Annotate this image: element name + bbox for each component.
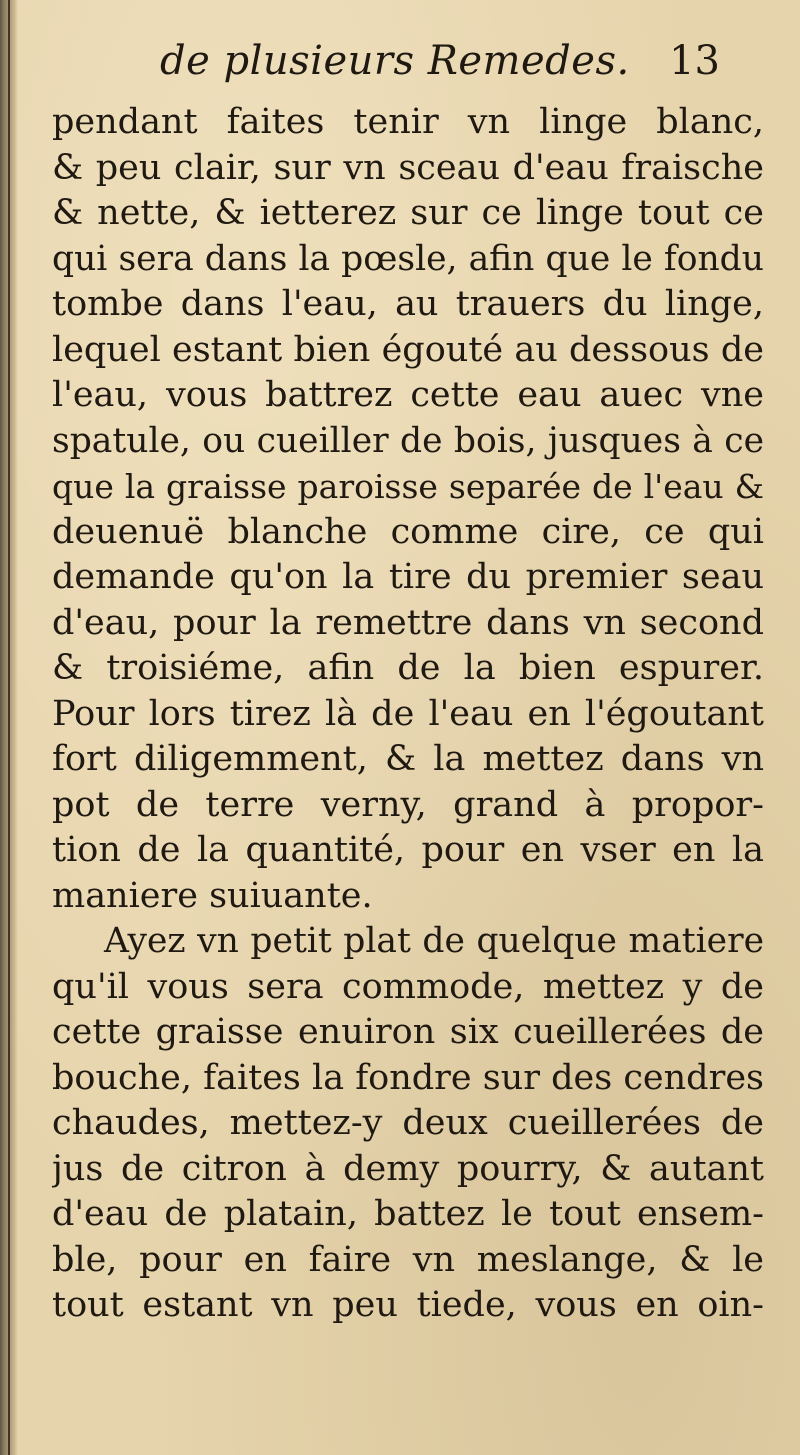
text-line: deuenuë blanche comme cire, ce qui <box>52 511 764 552</box>
text-line: & peu clair, sur vn sceau d'eau fraische <box>52 147 764 188</box>
text-line: pendant faites tenir vn linge blanc, <box>52 102 764 142</box>
page-number: 13 <box>669 38 720 84</box>
text-line: spatule, ou cueiller de bois, jusques à ce <box>52 420 764 461</box>
body-text <box>52 100 764 1329</box>
text-line: cette graisse enuiron six cueillerées de <box>52 1012 764 1052</box>
text-line: d'eau, pour la remettre dans vn second <box>52 602 764 643</box>
text-line: jus de citron à demy pourry, & autant <box>52 1148 764 1189</box>
text-line: tombe dans l'eau, au trauers du linge, <box>52 284 764 324</box>
text-line: Pour lors tirez là de l'eau en l'égoutant <box>52 693 764 734</box>
text-line: que la graisse paroisse separée de l'eau & <box>52 467 764 506</box>
text-line: & nette, & ietterez sur ce linge tout ce <box>52 193 764 233</box>
text-line: tion de la quantité, pour en vser en la <box>52 830 764 870</box>
text-line: l'eau, vous battrez cette eau auec vne <box>52 375 764 415</box>
text-line: d'eau de platain, battez le tout ensem- <box>52 1194 764 1234</box>
text-line: lequel estant bien égouté au dessous de <box>52 329 764 370</box>
text-line: pot de terre verny, grand à propor- <box>52 784 764 825</box>
text-line: bouche, faites la fondre sur des cendres <box>52 1057 764 1098</box>
text-line: maniere suiuante. <box>52 875 373 916</box>
text-line: Ayez vn petit plat de quelque matiere <box>104 921 764 961</box>
gutter-line <box>8 0 10 1455</box>
text-line: qu'il vous sera commode, mettez y de <box>52 966 764 1007</box>
text-line: demande qu'on la tire du premier seau <box>52 557 764 597</box>
text-line: & troisiéme, afin de la bien espurer. <box>52 648 764 688</box>
text-line: ble, pour en faire vn meslange, & le <box>52 1239 764 1280</box>
running-head <box>160 38 760 98</box>
text-line: fort diligemment, & la mettez dans vn <box>52 739 764 779</box>
text-line: qui sera dans la pœsle, afin que le fondu <box>52 238 764 279</box>
text-line: chaudes, mettez-y deux cueillerées de <box>52 1103 764 1143</box>
running-title: de plusieurs Remedes. <box>160 38 630 84</box>
text-line: tout estant vn peu tiede, vous en oin- <box>52 1285 764 1325</box>
